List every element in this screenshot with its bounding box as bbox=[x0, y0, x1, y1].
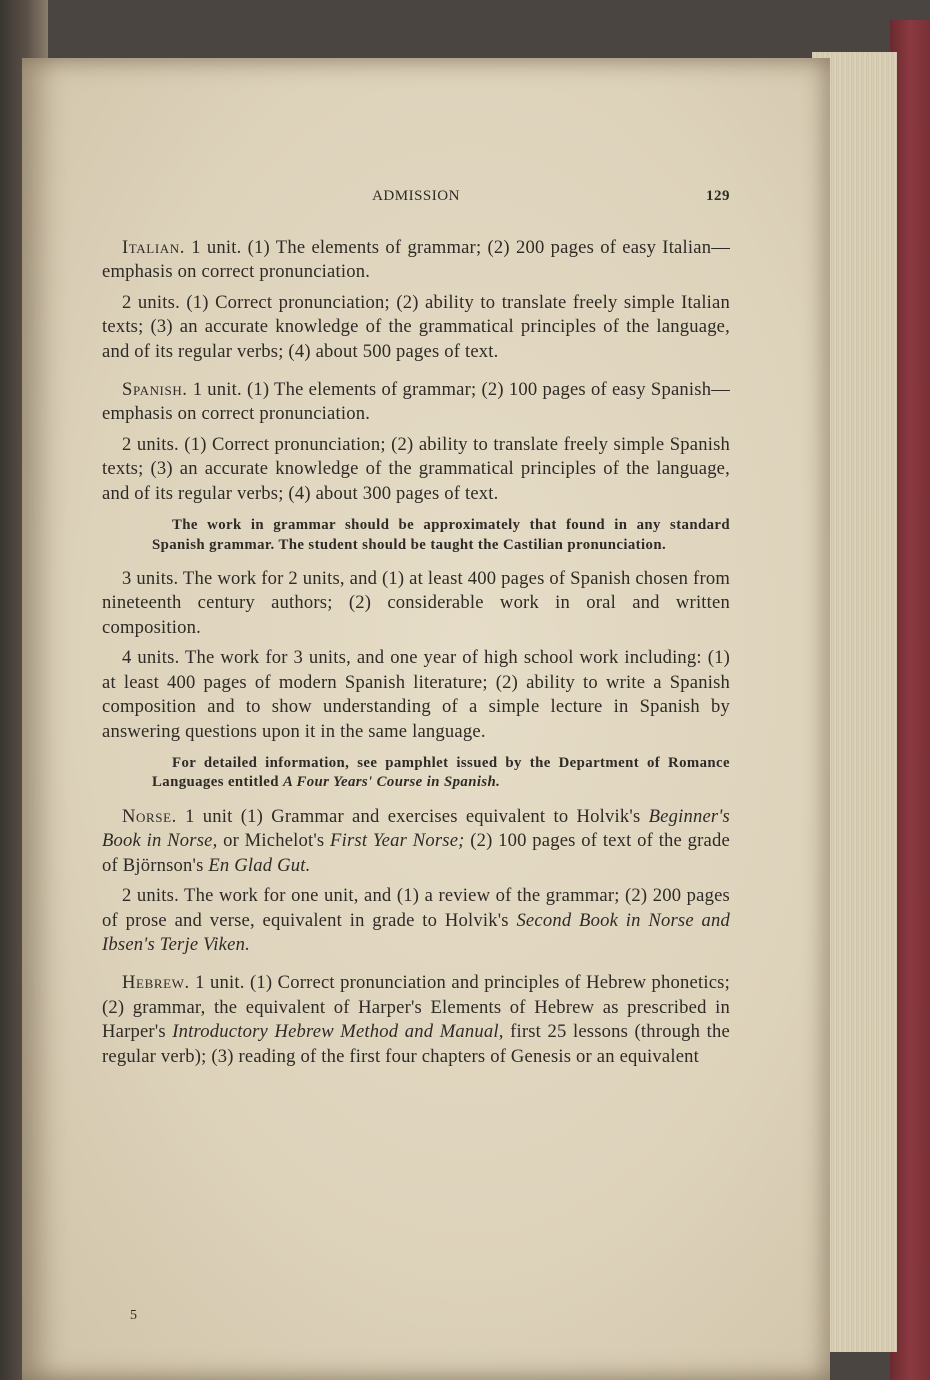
italian-paragraph-2: 2 units. (1) Correct pronunciation; (2) ability to translate freely simple Italian texts; (3) an accurate knowledge of the grammatical principles of the language, and of its regular verbs; (4) about 500 pages of text. bbox=[102, 291, 730, 362]
pamphlet-title: A Four Years' Course in Spanish. bbox=[282, 774, 501, 791]
norse-paragraph-2: 2 units. The work for one unit, and (1) a review of the grammar; (2) 200 pages of prose and verse, equivalent in grade to Holvik's Second Book in Norse and Ibsen's Terje Viken. bbox=[102, 885, 730, 955]
norse-paragraph-1: Norse. 1 unit (1) Grammar and exercises equivalent to Holvik's Beginner's Book in Norse, or Michelot's First Year Norse; (2) 100 pages of text of the grade of Björnson's En Glad Gut. bbox=[102, 805, 730, 876]
page-title: ADMISSION bbox=[372, 188, 460, 204]
spanish-label: Spanish. bbox=[122, 379, 188, 401]
spanish-note-2: For detailed information, see pamphlet issued by the Department of Romance Languages entitled A Four Years' Course in Spanish. bbox=[152, 754, 730, 791]
spanish-note-1: The work in grammar should be approximately that found in any standard Spanish grammar. The student should be taught the Castilian pronunciation. bbox=[152, 517, 730, 553]
running-head bbox=[102, 188, 730, 210]
spanish-paragraph-3: 3 units. The work for 2 units, and (1) at least 400 pages of Spanish chosen from nineteenth century authors; (2) considerable work in oral and written composition. bbox=[102, 568, 730, 638]
page-number: 129 bbox=[706, 188, 730, 204]
norse-label: Norse. bbox=[122, 805, 177, 827]
italian-paragraph-1: Italian. 1 unit. (1) The elements of grammar; (2) 200 pages of easy Italian—emphasis on correct pronunciation. bbox=[102, 237, 730, 283]
italian-label: Italian. bbox=[122, 237, 185, 258]
hebrew-paragraph-1: Hebrew. 1 unit. (1) Correct pronunciation and principles of Hebrew phonetics; (2) grammar, the equivalent of Harper's Elements of Hebrew as prescribed in Harper's Introductory Hebrew Method and Manual, first 25 lessons (through the regular verb); (3) reading of the first four chapters of Genesis or an equivalent bbox=[102, 972, 730, 1067]
spanish-paragraph-2: 2 units. (1) Correct pronunciation; (2) ability to translate freely simple Spanish texts; (3) an accurate knowledge of the grammatical principles of the language, and of its regular verbs; (4) about 300 pages of text. bbox=[102, 433, 730, 504]
book-page bbox=[22, 58, 830, 1380]
signature-mark: 5 bbox=[130, 1308, 137, 1323]
spanish-paragraph-4: 4 units. The work for 3 units, and one year of high school work including: (1) at least 400 pages of modern Spanish literature; (2) ability to write a Spanish composition and to show understanding of a simple lecture in Spanish by answering questions upon it in the same language. bbox=[102, 647, 730, 742]
page-body bbox=[102, 236, 730, 1069]
hebrew-label: Hebrew. bbox=[122, 972, 190, 994]
spanish-paragraph-1: Spanish. 1 unit. (1) The elements of grammar; (2) 100 pages of easy Spanish—emphasis on correct pronunciation. bbox=[102, 379, 730, 425]
